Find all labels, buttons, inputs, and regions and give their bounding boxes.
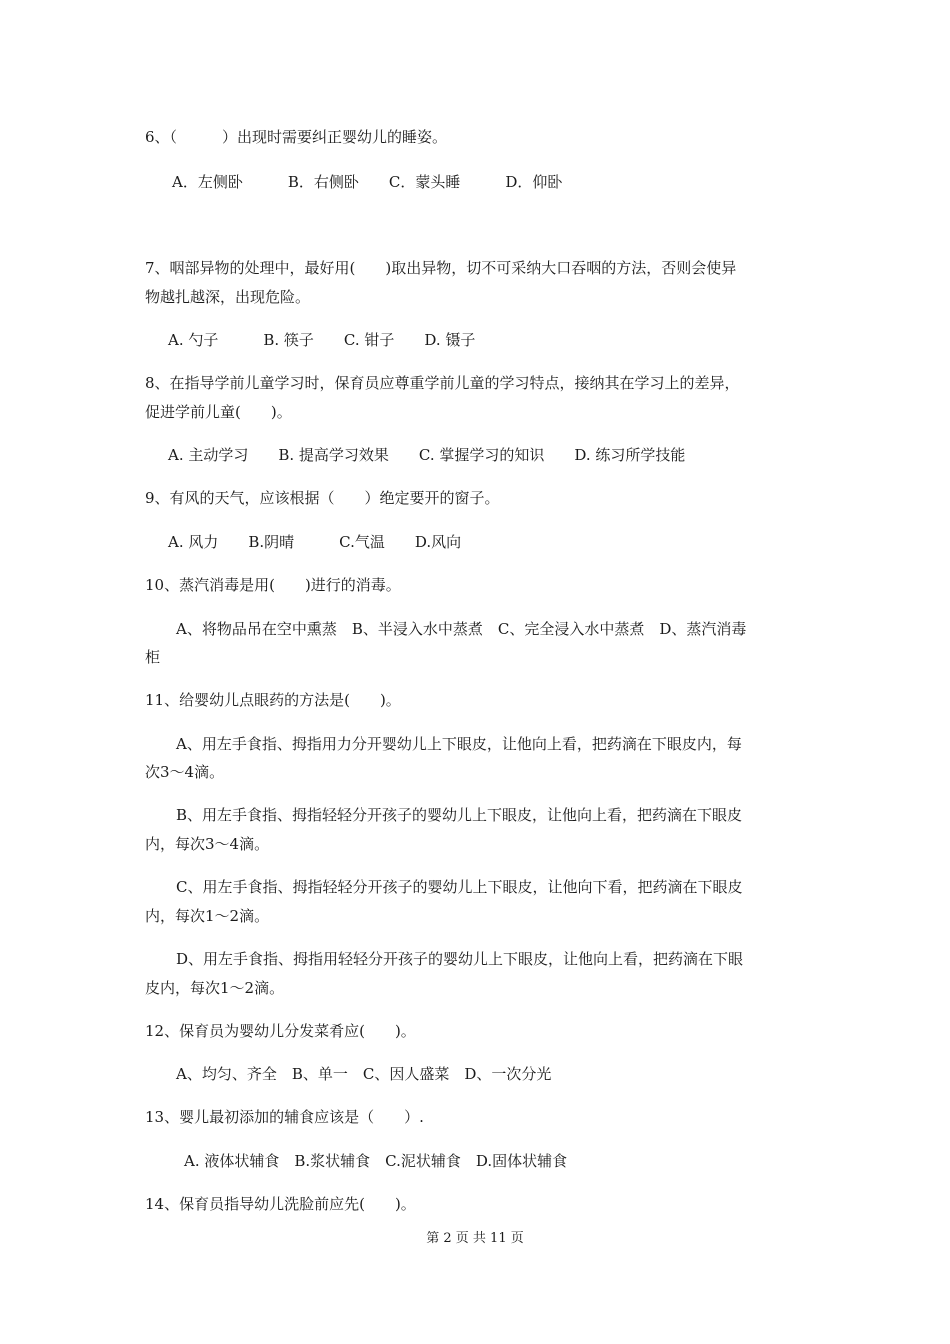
question-13-options: A. 液体状辅食 B.浆状辅食 C.泥状辅食 D.固体状辅食 [184,1152,568,1170]
question-7-stem-cont: 物越扎越深，出现危险。 [145,288,311,306]
question-11-stem: 11、给婴幼儿点眼药的方法是( )。 [145,691,401,709]
question-14-stem: 14、保育员指导幼儿洗脸前应先( )。 [145,1195,416,1213]
page-footer: 第 2 页 共 11 页 [426,1231,524,1246]
question-12-options: A、均匀、齐全 B、单一 C、因人盛菜 D、一次分光 [176,1065,552,1083]
question-11-option-c: C、用左手食指、拇指轻轻分开孩子的婴幼儿上下眼皮，让他向下看，把药滴在下眼皮 [176,878,743,896]
question-11-option-c-cont: 内，每次1～2滴。 [145,907,270,925]
question-6-stem: 6、（ ）出现时需要纠正婴幼儿的睡姿。 [145,128,448,146]
question-8-stem: 8、在指导学前儿童学习时，保育员应尊重学前儿童的学习特点，接纳其在学习上的差异， [145,374,740,392]
question-11-option-a: A、用左手食指、拇指用力分开婴幼儿上下眼皮，让他向上看，把药滴在下眼皮内，每 [176,735,742,753]
question-10-options-cont: 柜 [145,648,161,666]
question-11-option-b-cont: 内，每次3～4滴。 [145,835,270,853]
question-12-stem: 12、保育员为婴幼儿分发菜肴应( )。 [145,1022,416,1040]
question-11-option-d: D、用左手食指、拇指用轻轻分开孩子的婴幼儿上下眼皮，让他向上看，把药滴在下眼 [176,950,744,968]
question-9-stem: 9、有风的天气，应该根据（ ）绝定要开的窗子。 [145,489,500,507]
question-11-option-b: B、用左手食指、拇指轻轻分开孩子的婴幼儿上下眼皮，让他向上看，把药滴在下眼皮 [176,806,743,824]
question-10-stem: 10、蒸汽消毒是用( )进行的消毒。 [145,576,401,594]
question-6-options: A．左侧卧 B．右侧卧 C．蒙头睡 D．仰卧 [172,173,563,191]
question-9-options: A. 风力 B.阴晴 C.气温 D.风向 [168,533,462,551]
question-13-stem: 13、婴儿最初添加的辅食应该是（ ）. [145,1108,424,1126]
question-8-options: A. 主动学习 B. 提高学习效果 C. 掌握学习的知识 D. 练习所学技能 [168,446,686,464]
question-7-options: A. 勺子 B. 筷子 C. 钳子 D. 镊子 [168,331,476,349]
question-11-option-d-cont: 皮内，每次1～2滴。 [145,979,285,997]
question-8-stem-cont: 促进学前儿童( )。 [145,403,292,421]
question-7-stem: 7、咽部异物的处理中，最好用( )取出异物，切不可采纳大口吞咽的方法，否则会使异 [145,259,737,277]
question-11-option-a-cont: 次3～4滴。 [145,763,225,781]
question-10-options: A、将物品吊在空中熏蒸 B、半浸入水中蒸煮 C、完全浸入水中蒸煮 D、蒸汽消毒 [176,620,747,638]
